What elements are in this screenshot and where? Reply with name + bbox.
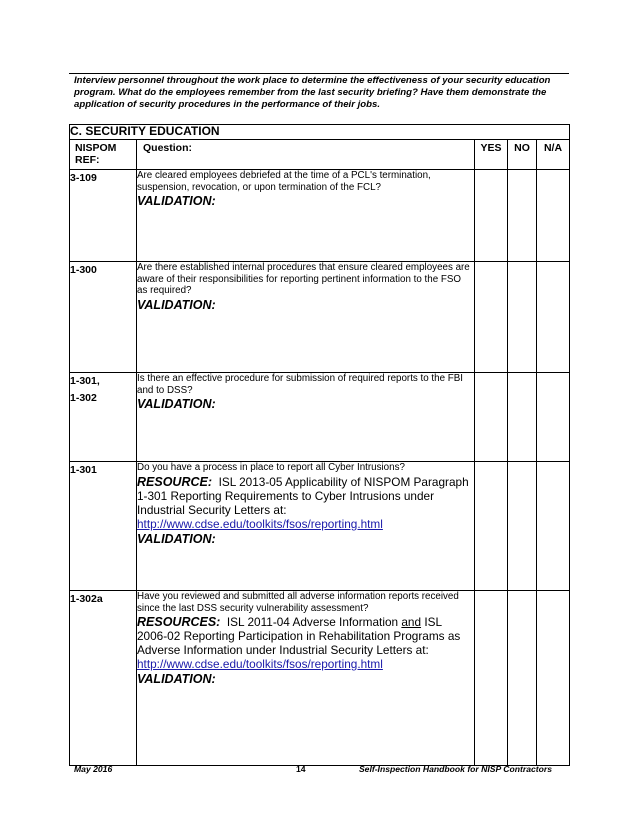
page-footer bbox=[74, 764, 568, 778]
table-row bbox=[70, 170, 570, 262]
question-cell bbox=[137, 262, 475, 373]
table-row bbox=[70, 591, 570, 766]
no-checkbox-cell[interactable] bbox=[508, 262, 537, 373]
na-checkbox-cell[interactable] bbox=[537, 373, 570, 462]
resource-text: ISL 2013-05 Applicability of NISPOM Paragraph 1-301 Reporting Requirements to Cyber Intrusions under Industrial Security Letters at: bbox=[137, 474, 469, 517]
nispom-ref-cell bbox=[70, 591, 137, 766]
resource-block bbox=[137, 475, 474, 517]
yes-checkbox-cell[interactable] bbox=[475, 591, 508, 766]
question-text: Is there an effective procedure for submission of required reports to the FBI and to DSS? bbox=[137, 373, 464, 396]
yes-checkbox-cell[interactable] bbox=[475, 373, 508, 462]
resource-label: RESOURCE: bbox=[137, 474, 213, 489]
security-education-table bbox=[69, 124, 570, 766]
ref-line: 3-109 bbox=[70, 172, 97, 184]
question-text: Are cleared employees debriefed at the time of a PCL's termination, suspension, revocation, or upon termination of the FCL? bbox=[137, 170, 431, 193]
no-checkbox-cell[interactable] bbox=[508, 170, 537, 262]
na-checkbox-cell[interactable] bbox=[537, 462, 570, 591]
question-text: Do you have a process in place to report all Cyber Intrusions? bbox=[137, 462, 405, 473]
validation-label: VALIDATION: bbox=[137, 672, 216, 686]
resource-text: ISL 2006-02 Reporting Participation in Rehabilitation Programs as Adverse Information under Industrial Security Letters at: bbox=[137, 615, 461, 657]
yes-checkbox-cell[interactable] bbox=[475, 262, 508, 373]
validation-label: VALIDATION: bbox=[137, 397, 216, 411]
section-title: C. SECURITY EDUCATION bbox=[70, 125, 570, 140]
table-row bbox=[70, 262, 570, 373]
footer-date: May 2016 bbox=[74, 764, 113, 774]
question-text: Have you reviewed and submitted all adverse information reports received since the last DSS security vulnerability assessment? bbox=[137, 591, 459, 614]
na-checkbox-cell[interactable] bbox=[537, 591, 570, 766]
top-rule bbox=[69, 73, 569, 74]
no-checkbox-cell[interactable] bbox=[508, 373, 537, 462]
ref-line: 1-302 bbox=[70, 392, 97, 404]
intro-instructions: Interview personnel throughout the work place to determine the effectiveness of your security education program. What do the employees remember from the last security briefing? Have them demonstrate the application of security procedures in the performance of their jobs. bbox=[74, 75, 551, 110]
resource-block bbox=[137, 615, 474, 657]
validation-label: VALIDATION: bbox=[137, 194, 216, 208]
resource-text: ISL 2011-04 Adverse Information bbox=[226, 615, 399, 629]
resource-label: RESOURCES: bbox=[137, 615, 221, 629]
na-checkbox-cell[interactable] bbox=[537, 262, 570, 373]
ref-line: 1-301, bbox=[70, 375, 100, 387]
question-text: Are there established internal procedures that ensure cleared employees are aware of their responsibilities for reporting pertinent information to the FSO as required? bbox=[137, 262, 470, 296]
question-cell bbox=[137, 373, 475, 462]
header-row bbox=[70, 140, 570, 170]
footer-page-number: 14 bbox=[296, 764, 306, 774]
question-cell bbox=[137, 170, 475, 262]
header-yes: YES bbox=[475, 140, 508, 170]
header-na: N/A bbox=[537, 140, 570, 170]
validation-label: VALIDATION: bbox=[137, 531, 216, 546]
section-title-row bbox=[70, 125, 570, 140]
question-cell bbox=[137, 591, 475, 766]
reporting-link[interactable]: http://www.cdse.edu/toolkits/fsos/reporting.html bbox=[137, 657, 383, 671]
ref-line: 1-300 bbox=[70, 264, 97, 276]
ref-line: 1-302a bbox=[70, 593, 103, 605]
header-question: Question: bbox=[137, 140, 475, 170]
ref-line: 1-301 bbox=[70, 464, 97, 476]
nispom-ref-cell bbox=[70, 170, 137, 262]
resource-and: and bbox=[401, 615, 422, 629]
table-row bbox=[70, 462, 570, 591]
table-row bbox=[70, 373, 570, 462]
nispom-ref-cell bbox=[70, 262, 137, 373]
nispom-ref-cell bbox=[70, 462, 137, 591]
no-checkbox-cell[interactable] bbox=[508, 462, 537, 591]
no-checkbox-cell[interactable] bbox=[508, 591, 537, 766]
nispom-ref-cell bbox=[70, 373, 137, 462]
reporting-link[interactable]: http://www.cdse.edu/toolkits/fsos/reporting.html bbox=[137, 516, 383, 531]
yes-checkbox-cell[interactable] bbox=[475, 462, 508, 591]
question-cell bbox=[137, 462, 475, 591]
validation-label: VALIDATION: bbox=[137, 297, 216, 312]
header-no: NO bbox=[508, 140, 537, 170]
header-nispom-ref: NISPOM REF: bbox=[70, 140, 137, 170]
footer-title: Self-Inspection Handbook for NISP Contractors bbox=[358, 764, 552, 774]
na-checkbox-cell[interactable] bbox=[537, 170, 570, 262]
yes-checkbox-cell[interactable] bbox=[475, 170, 508, 262]
